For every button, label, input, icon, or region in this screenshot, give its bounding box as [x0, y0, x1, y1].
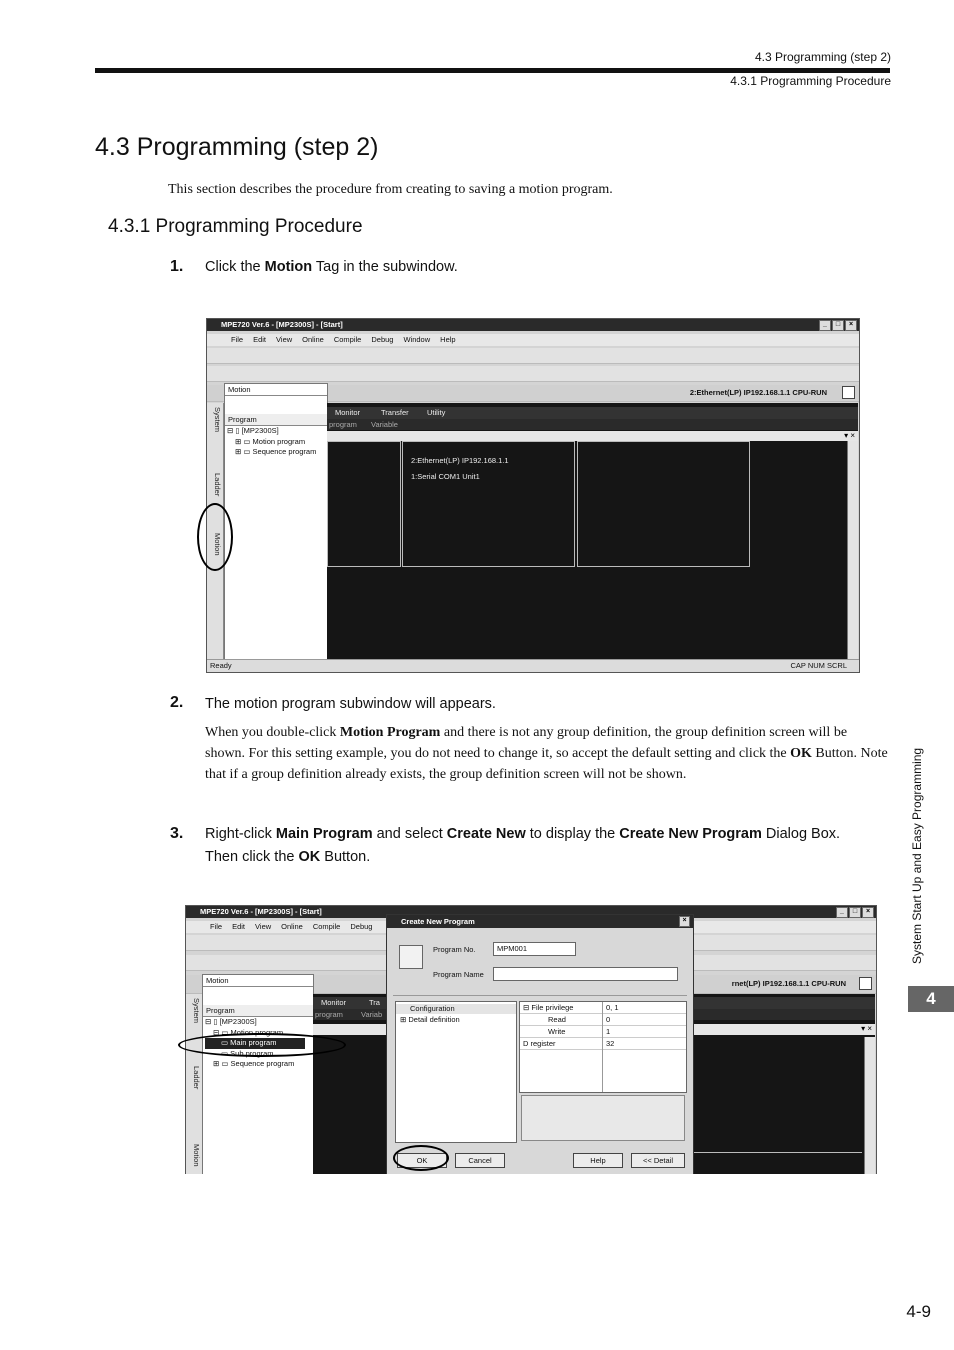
chapter-side-label: System Start Up and Easy Programming: [910, 747, 924, 964]
tab-ladder[interactable]: Ladder: [192, 1066, 201, 1090]
dialog-title: Create New Program: [401, 917, 475, 926]
tree-label: Motion program: [252, 436, 306, 446]
para-bold: OK: [790, 746, 812, 761]
window-controls[interactable]: [819, 320, 857, 331]
connection-status: rnet(LP) IP192.168.1.1 CPU-RUN: [731, 979, 846, 988]
program-name-field[interactable]: [493, 967, 678, 981]
step-3-bold: OK: [298, 849, 321, 865]
module-box-1: [327, 441, 401, 567]
dialog-close-icon[interactable]: ×: [679, 916, 690, 927]
close-icon[interactable]: ×: [862, 907, 874, 918]
menu-file[interactable]: File: [210, 922, 223, 931]
toolbar-1[interactable]: [207, 348, 859, 364]
program-no-label: Program No.: [433, 945, 476, 954]
program-name-label: Program Name: [433, 970, 484, 979]
tree-item-sub-program[interactable]: ▭ Sub program: [221, 1048, 274, 1058]
para-part: When you double-click: [205, 725, 340, 740]
subwindow-title: Motion: [203, 975, 313, 987]
tab-monitor[interactable]: Monitor: [321, 998, 347, 1007]
dialog-title-bar: [387, 915, 693, 928]
menu-edit[interactable]: Edit: [253, 335, 267, 344]
table-cell: D register: [523, 1039, 556, 1048]
status-text: Ready: [210, 661, 232, 670]
running-header-section: 4.3 Programming (step 2): [754, 50, 891, 64]
table-cell[interactable]: 0, 1: [606, 1003, 619, 1012]
tab-motion[interactable]: Motion: [192, 1144, 201, 1167]
step-1-post: Tag in the subwindow.: [312, 259, 458, 275]
tree-item-main-program[interactable]: ▭ Main program: [205, 1038, 305, 1049]
side-tab-strip: [186, 994, 203, 1174]
step-3-bold: Main Program: [275, 826, 373, 842]
tree-item-controller[interactable]: ⊟ ▯ [MP2300S]: [227, 426, 279, 435]
tab-system[interactable]: System: [213, 407, 222, 433]
dialog-divider: [393, 995, 687, 996]
subtab-program[interactable]: program: [329, 420, 357, 429]
menu-compile[interactable]: Compile: [333, 335, 362, 344]
connect-icon[interactable]: [859, 977, 872, 990]
motion-subwindow: [224, 383, 328, 661]
table-cell: Write: [548, 1027, 566, 1036]
detail-button[interactable]: << Detail: [631, 1153, 685, 1168]
connection-status: 2:Ethernet(LP) IP192.168.1.1 CPU-RUN: [689, 388, 827, 397]
menu-file[interactable]: File: [231, 335, 244, 344]
table-row: [520, 1026, 686, 1038]
program-no-field[interactable]: MPM001: [493, 942, 576, 956]
menu-debug[interactable]: Debug: [350, 922, 373, 931]
main-work-area: [327, 403, 858, 659]
inner-window-bar: [327, 431, 858, 441]
step-3-part: Right-click: [205, 826, 276, 842]
step-3-bold: Create New Program: [619, 826, 762, 842]
module-box-3: [577, 441, 750, 567]
status-bar: [207, 659, 859, 672]
status-indicators: CAP NUM SCRL: [790, 661, 847, 670]
table-row: ⊟ File privilege 0, 1: [520, 1002, 686, 1014]
tree-item-motion-program[interactable]: ⊞ ▭ Motion program: [235, 436, 306, 446]
tree-item-controller[interactable]: ⊟ ▯ [MP2300S]: [205, 1017, 257, 1026]
window-controls[interactable]: [836, 907, 874, 918]
module-box-2: [402, 441, 575, 567]
module-box: [693, 1037, 862, 1153]
tab-monitor[interactable]: Monitor: [335, 408, 361, 417]
tree-label: Motion program: [230, 1027, 284, 1037]
tree-label: Sequence program: [230, 1059, 295, 1068]
table-row: [520, 1014, 686, 1026]
menu-view[interactable]: View: [255, 922, 272, 931]
help-button[interactable]: Help: [573, 1153, 623, 1168]
table-column-divider: [602, 1002, 603, 1092]
maximize-icon[interactable]: □: [849, 907, 861, 918]
highlight-ellipse-ok-button: [393, 1145, 449, 1171]
tab-motion[interactable]: Motion: [213, 533, 222, 556]
maximize-icon[interactable]: □: [832, 320, 844, 331]
step-2-paragraph: [205, 722, 889, 785]
tree-item-detail-definition[interactable]: ⊞ Detail definition: [400, 1015, 460, 1024]
table-cell: File privilege: [531, 1003, 574, 1012]
minimize-icon[interactable]: _: [819, 320, 831, 331]
tree-label: Sub program: [230, 1048, 274, 1058]
intro-text: This section describes the procedure from creating to saving a motion program.: [168, 182, 613, 197]
tree-header: Program: [203, 1005, 313, 1017]
program-icon: [399, 945, 423, 969]
main-tab-bar: [327, 407, 858, 419]
tree-label: Sequence program: [252, 447, 317, 456]
cancel-button[interactable]: Cancel: [455, 1153, 505, 1168]
subtab-variable[interactable]: Variab: [361, 1010, 383, 1019]
subsection-heading: 4.3.1 Programming Procedure: [108, 216, 363, 237]
step-3-bold: Create New: [446, 826, 526, 842]
main-subtab-bar: [327, 419, 858, 430]
tab-system[interactable]: System: [192, 998, 201, 1024]
step-3-part: and select: [372, 826, 447, 842]
tree-item-sequence-program[interactable]: ⊞ ▭ Sequence program: [213, 1059, 295, 1068]
table-cell[interactable]: 1: [606, 1027, 611, 1036]
toolbar-2[interactable]: [207, 366, 859, 382]
step-1-pre: Click the: [205, 259, 265, 275]
tree-label: Detail definition: [408, 1015, 460, 1024]
step-1-text: [205, 256, 458, 279]
menu-view[interactable]: View: [276, 335, 293, 344]
window-title: MPE720 Ver.6 - [MP2300S] - [Start]: [200, 907, 322, 916]
tree-label: [MP2300S]: [241, 426, 279, 435]
ok-button[interactable]: OK: [397, 1153, 447, 1168]
step-3-part: Dialog Box.: [761, 826, 841, 842]
tab-ladder[interactable]: Ladder: [213, 473, 222, 497]
step-1-bold: Motion: [264, 259, 313, 275]
header-rule: [95, 68, 890, 73]
subwindow-title: Motion: [225, 384, 327, 396]
tab-transfer[interactable]: Tra: [369, 998, 380, 1007]
highlight-ellipse-main-program: [178, 1033, 346, 1057]
connection-line-1: 2:Ethernet(LP) IP192.168.1.1: [411, 456, 509, 465]
menu-compile[interactable]: Compile: [312, 922, 341, 931]
step-3-number: 3.: [170, 825, 184, 842]
table-row: [520, 1038, 686, 1050]
subtab-program[interactable]: program: [315, 1010, 343, 1019]
tree-item-motion-program[interactable]: ⊟ ▭ Motion program: [213, 1027, 284, 1037]
step-1-number: 1.: [170, 258, 184, 275]
step-3-text: [205, 823, 895, 869]
minimize-icon[interactable]: _: [836, 907, 848, 918]
step-2-number: 2.: [170, 694, 184, 711]
chapter-tab: 4: [908, 986, 954, 1012]
tab-utility[interactable]: Utility: [427, 408, 446, 417]
close-icon[interactable]: ×: [845, 320, 857, 331]
motion-subwindow: [202, 974, 314, 1174]
table-cell: Read: [548, 1015, 566, 1024]
step-3-part: Then click the: [205, 849, 299, 865]
para-bold: Motion Program: [339, 725, 441, 740]
step-2-text: The motion program subwindow will appears.: [205, 696, 496, 712]
connection-line-2: 1:Serial COM1 Unit1: [411, 472, 480, 481]
create-new-program-dialog: [386, 914, 694, 1174]
tree-item-configuration[interactable]: Configuration: [396, 1004, 516, 1014]
privilege-table: [519, 1001, 687, 1093]
menu-online[interactable]: Online: [281, 922, 303, 931]
page-number: 4-9: [906, 1302, 931, 1321]
menu-bar: [207, 334, 859, 346]
vertical-scrollbar[interactable]: [847, 441, 858, 659]
menu-help[interactable]: Help: [440, 335, 456, 344]
definition-tree: [395, 1001, 517, 1143]
menu-window[interactable]: Window: [403, 335, 431, 344]
program-tree: [227, 426, 316, 458]
running-header-subsection: 4.3.1 Programming Procedure: [730, 74, 891, 88]
menu-online[interactable]: Online: [302, 335, 324, 344]
vertical-scrollbar[interactable]: [864, 1037, 875, 1174]
description-box: [521, 1095, 685, 1141]
subtab-variable[interactable]: Variable: [371, 420, 398, 429]
menu-debug[interactable]: Debug: [371, 335, 394, 344]
para-part: and there is not any group definition, the group definition screen will be shown. For this setting example, you do not need to change it, so accept the default setting and click the: [205, 725, 848, 761]
tab-transfer[interactable]: Transfer: [381, 408, 409, 417]
inner-close-icon[interactable]: ▾ ×: [861, 1024, 872, 1033]
window-title: MPE720 Ver.6 - [MP2300S] - [Start]: [221, 320, 343, 329]
tree-header: Program: [225, 414, 327, 426]
para-part: Button. Note that if a group definition already exists, the group definition screen will not be shown.: [205, 746, 888, 782]
highlight-ellipse-motion-tab: [197, 503, 233, 571]
inner-close-icon[interactable]: ▾ ×: [844, 431, 855, 440]
title-bar: [207, 319, 859, 331]
table-cell[interactable]: 0: [606, 1015, 611, 1024]
tree-item-sequence-program[interactable]: ⊞ ▭ Sequence program: [235, 447, 317, 456]
step-3-part: Button.: [320, 849, 371, 865]
tree-label: [MP2300S]: [219, 1017, 257, 1026]
table-cell[interactable]: 32: [606, 1039, 615, 1048]
menu-edit[interactable]: Edit: [232, 922, 246, 931]
tree-label: Main program: [230, 1038, 277, 1047]
screenshot-mpe720-start: [206, 318, 860, 673]
connect-icon[interactable]: [842, 386, 855, 399]
step-3-part: to display the: [525, 826, 620, 842]
section-heading: 4.3 Programming (step 2): [95, 133, 379, 161]
